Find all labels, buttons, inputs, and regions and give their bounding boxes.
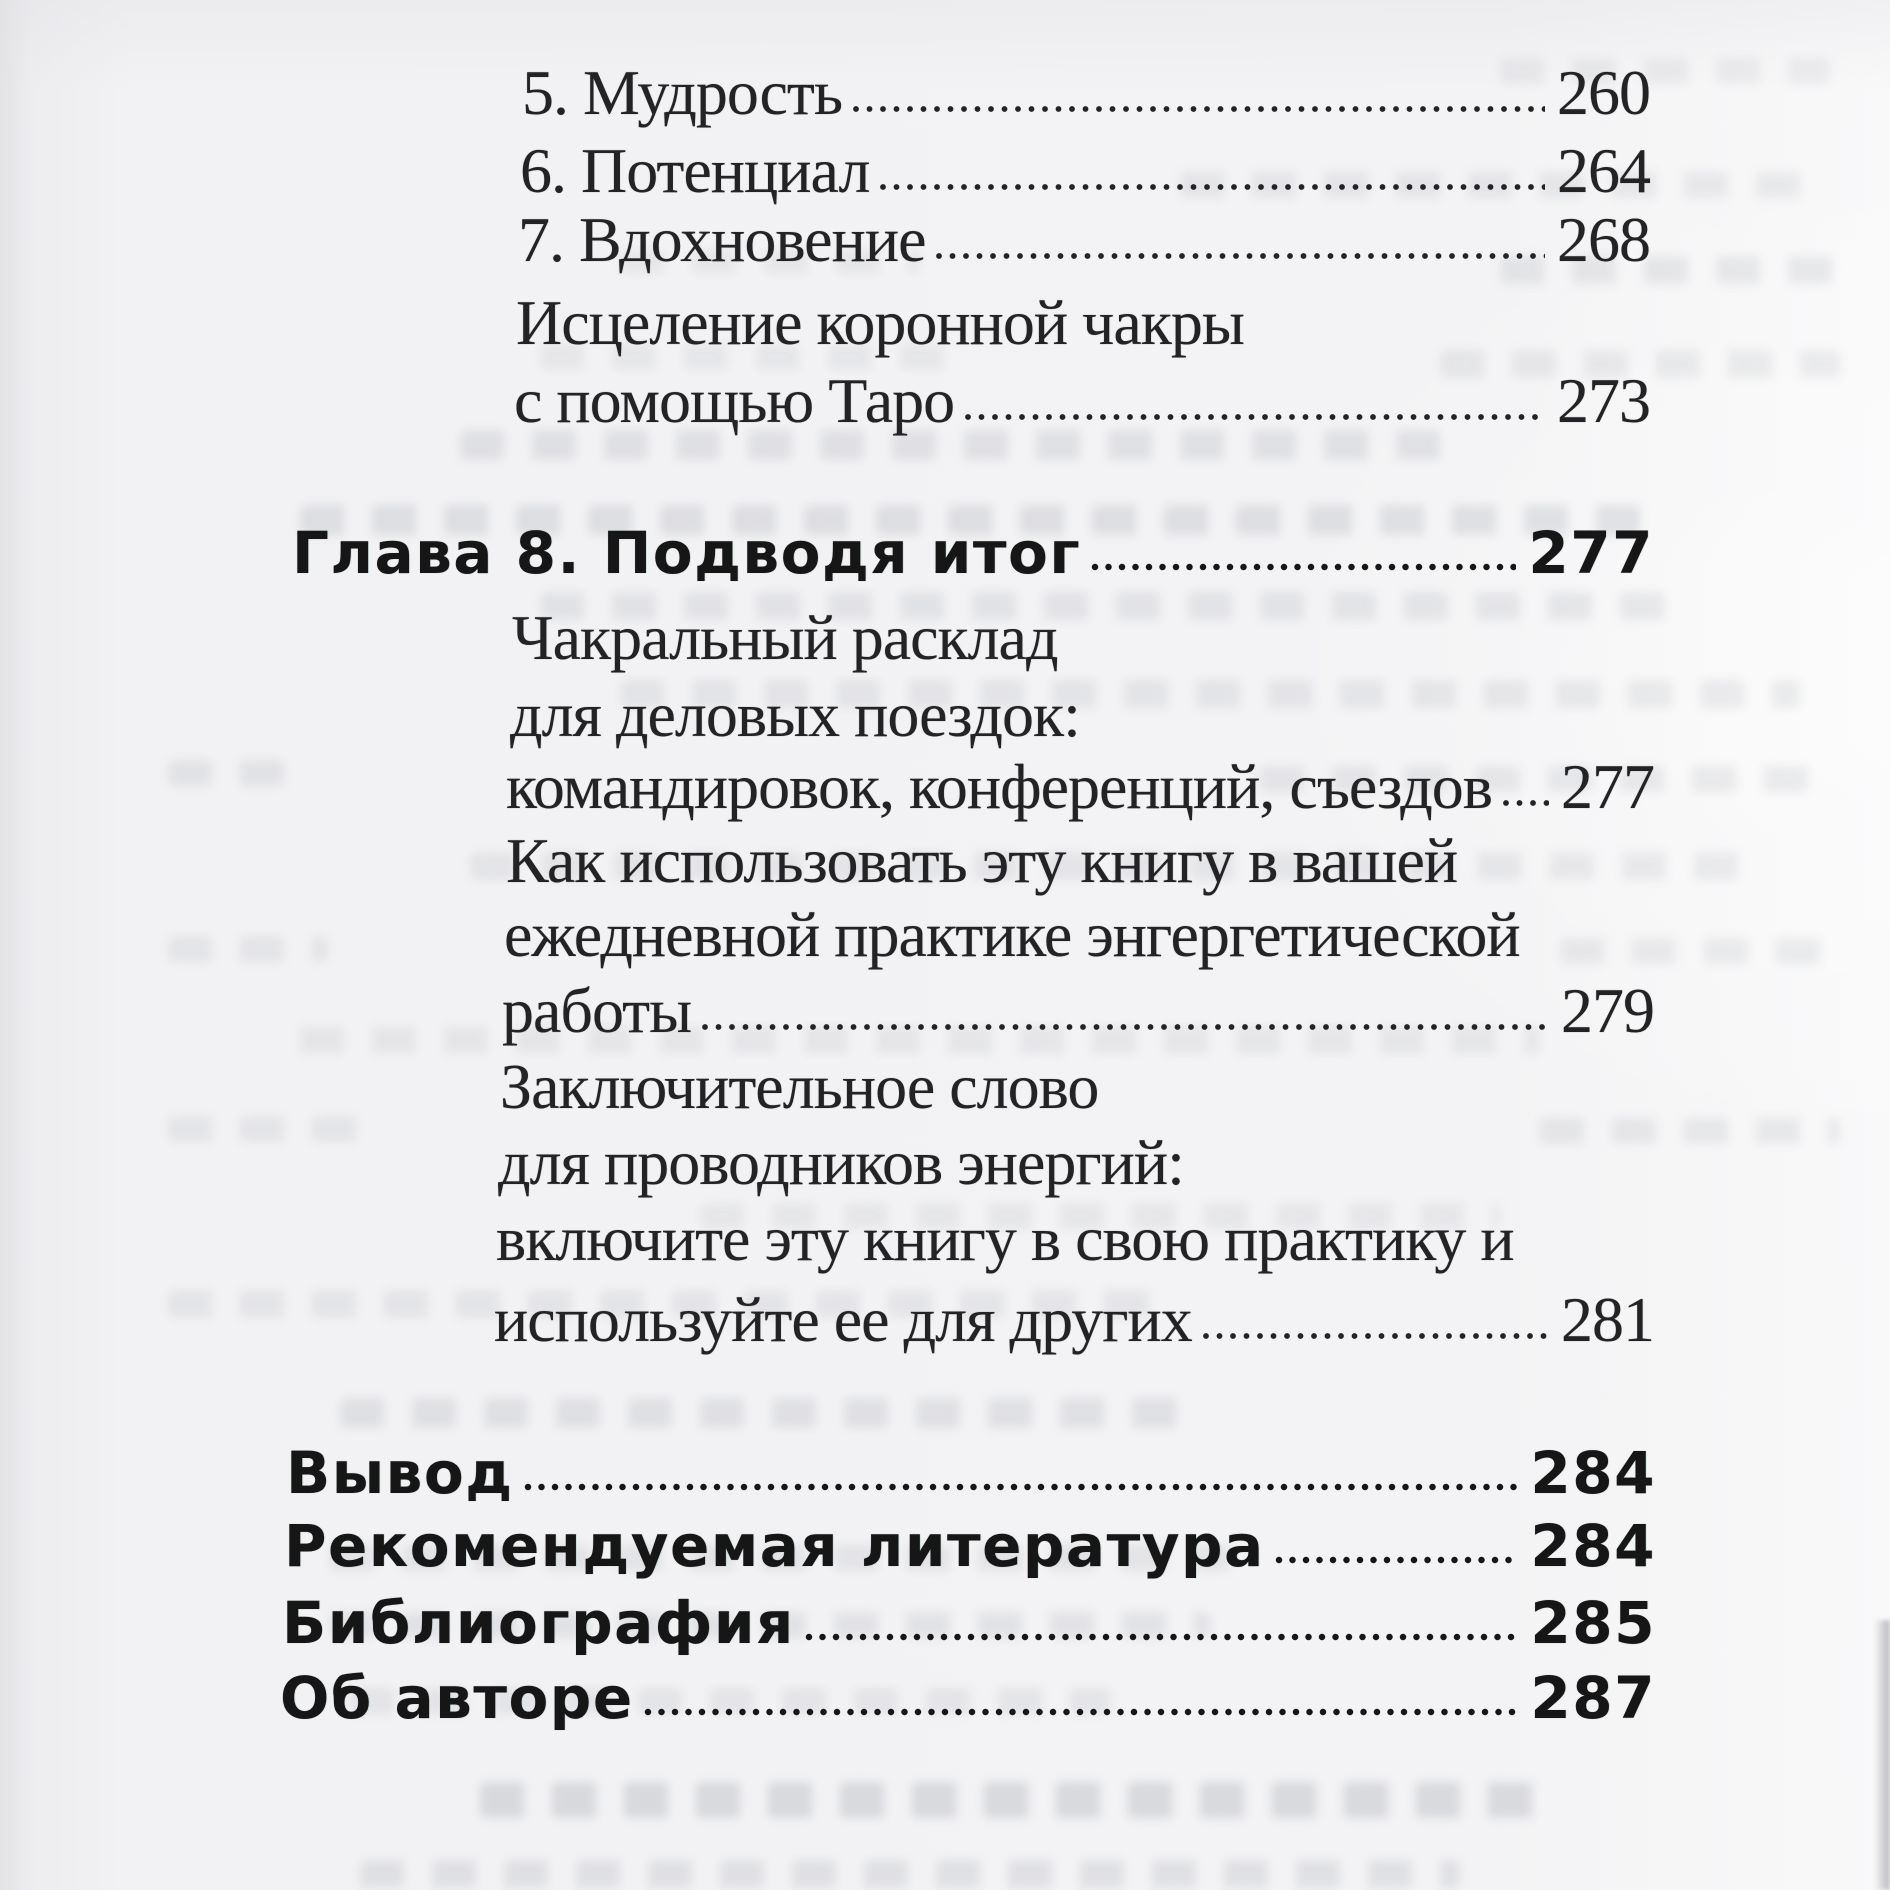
toc-entry-page: 284 [1530, 1439, 1656, 1507]
toc-row [518, 204, 1650, 275]
toc-entry-page: 268 [1557, 204, 1650, 275]
toc-entry-label: Заключительное слово [500, 1051, 1099, 1122]
toc-row [498, 1127, 1654, 1198]
toc-row [514, 365, 1650, 436]
ghost-text-streak [168, 1116, 368, 1142]
toc-entry-label: для деловых поездок: [510, 679, 1080, 750]
toc-entry-label: Чакральный расклад [512, 602, 1058, 673]
ghost-text-streak [168, 760, 308, 786]
toc-row [502, 975, 1654, 1046]
toc-row [520, 135, 1650, 206]
toc-row [512, 602, 1652, 673]
toc-entry-label: командировок, конференций, съездов [506, 751, 1492, 822]
toc-row-backmatter [286, 1439, 1656, 1507]
ghost-text-streak [360, 1860, 1460, 1888]
toc-row [506, 751, 1654, 822]
dot-leader [1091, 563, 1516, 571]
toc-entry-page: 273 [1557, 365, 1650, 436]
toc-row-backmatter [280, 1664, 1656, 1732]
toc-entry-page: 287 [1530, 1664, 1656, 1732]
toc-row [510, 679, 1652, 750]
dot-leader [964, 413, 1545, 421]
toc-entry-label: для проводников энергий: [498, 1127, 1184, 1198]
toc-row [494, 1284, 1654, 1355]
toc-row [506, 825, 1654, 896]
toc-entry-page: 264 [1557, 135, 1650, 206]
dot-leader [879, 183, 1545, 191]
toc-entry-label: ежедневной практике энгергетической [504, 899, 1520, 970]
dot-leader [1202, 1332, 1549, 1340]
toc-entry-page: 285 [1530, 1589, 1656, 1657]
toc-entry-label: Глава 8. Подводя итог [292, 519, 1082, 587]
toc-entry-label: Вывод [286, 1439, 514, 1507]
dot-leader [1502, 799, 1549, 807]
toc-entry-page: 277 [1561, 751, 1654, 822]
page-edge-shadow [1874, 1620, 1890, 1890]
dot-leader [644, 1708, 1519, 1716]
toc-entry-page: 260 [1557, 57, 1650, 128]
toc-entry-label: Рекомендуемая литература [284, 1512, 1265, 1580]
toc-entry-label: включите эту книгу в свою практику и [496, 1203, 1514, 1274]
toc-entry-label: с помощью Таро [514, 365, 955, 436]
toc-entry-label: Как использовать эту книгу в вашей [506, 825, 1458, 896]
dot-leader [524, 1483, 1519, 1491]
toc-entry-page: 284 [1530, 1512, 1656, 1580]
toc-row [504, 899, 1654, 970]
toc-entry-label: работы [502, 975, 692, 1046]
toc-entry-page: 281 [1561, 1284, 1654, 1355]
toc-entry-label: Об авторе [280, 1664, 634, 1732]
toc-row [500, 1051, 1654, 1122]
toc-entry-page: 277 [1528, 519, 1654, 587]
ghost-text-streak [480, 1782, 1540, 1818]
ghost-text-streak [168, 936, 328, 962]
toc-entry-label: используйте ее для других [494, 1284, 1192, 1355]
ghost-text-streak [340, 1398, 1180, 1428]
dot-leader [935, 252, 1545, 260]
toc-entry-label: 5. Мудрость [522, 57, 842, 128]
toc-row [522, 57, 1650, 128]
toc-entry-label: Исцеление коронной чакры [516, 287, 1244, 358]
dot-leader [701, 1023, 1549, 1031]
dot-leader [852, 105, 1545, 113]
toc-entry-label: Библиография [282, 1589, 795, 1657]
dot-leader [1275, 1556, 1519, 1564]
dot-leader [805, 1633, 1519, 1641]
toc-row-backmatter [284, 1512, 1656, 1580]
toc-row-chapter [292, 519, 1654, 587]
toc-entry-page: 279 [1561, 975, 1654, 1046]
toc-entry-label: 7. Вдохновение [518, 204, 926, 275]
toc-entry-label: 6. Потенциал [520, 135, 870, 206]
toc-row-backmatter [282, 1589, 1656, 1657]
toc-row [516, 287, 1656, 358]
toc-row [496, 1203, 1654, 1274]
